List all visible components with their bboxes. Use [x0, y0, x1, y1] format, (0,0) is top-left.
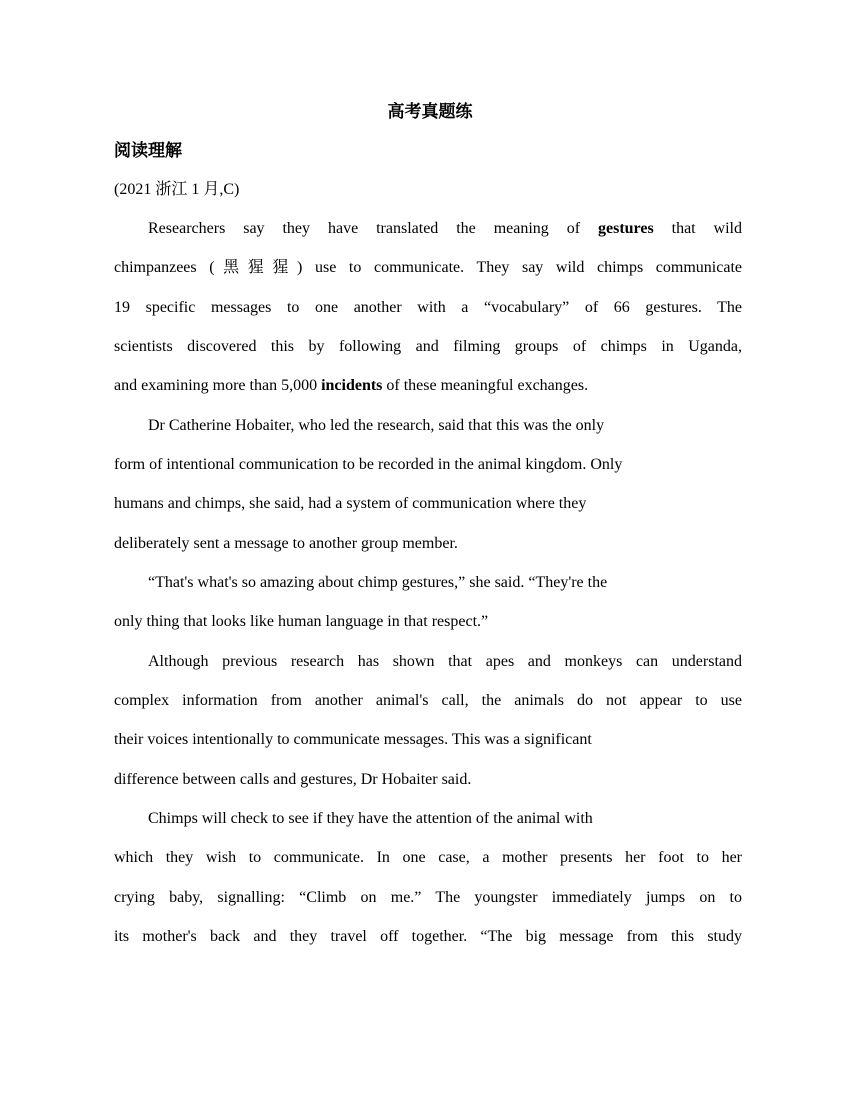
text-line: crying baby, signalling: “Climb on me.” The youngster immediately jumps on to: [114, 889, 742, 906]
page-title: 高考真题练: [387, 102, 473, 121]
text-line: difference between calls and gestures, Dr Hobaiter said.: [114, 771, 472, 788]
text-line: 19 specific messages to one another with a “vocabulary” of 66 gestures. The: [114, 299, 742, 316]
text-line: their voices intentionally to communicate messages. This was a significant: [114, 731, 592, 748]
text-line: form of intentional communication to be recorded in the animal kingdom. Only: [114, 456, 623, 473]
keyword-incidents: incidents: [321, 377, 383, 394]
text-line: Chimps will check to see if they have the attention of the animal with: [148, 810, 593, 827]
text-line: humans and chimps, she said, had a system of communication where they: [114, 495, 587, 512]
text-line: only thing that looks like human language in that respect.”: [114, 613, 489, 630]
text-line: which they wish to communicate. In one case, a mother presents her foot to her: [114, 849, 742, 866]
text-line: deliberately sent a message to another group member.: [114, 535, 458, 552]
text-line: Researchers say they have translated the meaning of gestures that wild: [148, 220, 743, 237]
text-line: “That's what's so amazing about chimp gestures,” she said. “They're the: [148, 574, 608, 591]
source-citation: (2021 浙江 1 月,C): [114, 181, 240, 198]
keyword-gestures: gestures: [598, 220, 654, 237]
text-line: complex information from another animal's call, the animals do not appear to use: [114, 692, 742, 709]
text-line: Dr Catherine Hobaiter, who led the research, said that this was the only: [148, 417, 605, 434]
text-line: Although previous research has shown that apes and monkeys can understand: [148, 653, 742, 670]
text-line: chimpanzees (黑猩猩) use to communicate. They say wild chimps communicate: [114, 259, 742, 276]
section-heading: 阅读理解: [114, 141, 182, 160]
text-line: its mother's back and they travel off together. “The big message from this study: [114, 928, 742, 945]
text-line: and examining more than 5,000 incidents of these meaningful exchanges.: [114, 377, 589, 394]
text-line: scientists discovered this by following and filming groups of chimps in Uganda,: [114, 338, 742, 355]
